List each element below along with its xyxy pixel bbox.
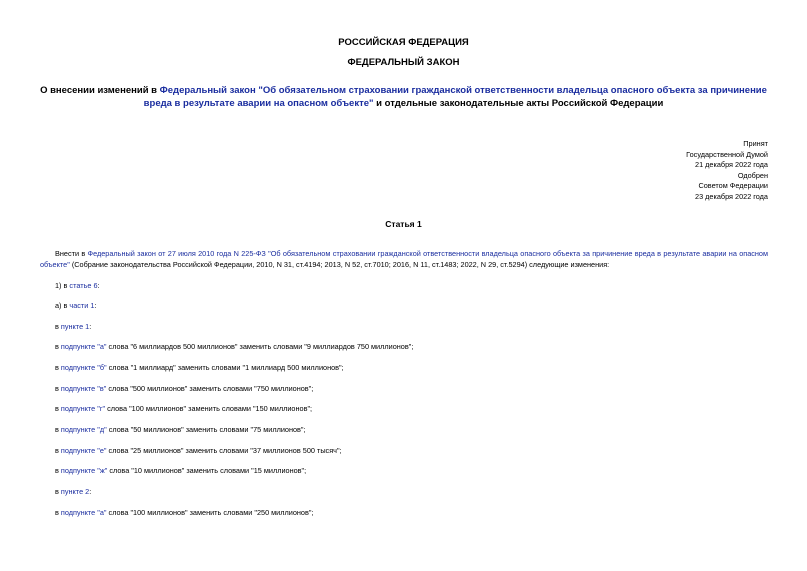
item-text: :: [94, 301, 97, 310]
item-text: в: [55, 322, 61, 331]
intro-law-link[interactable]: Федеральный закон от 27 июля 2010 года N 225-ФЗ "Об обязательном страховании гражданской ответственности владельца опасного объекта за причинение вреда в результате аварии на опасном объекте": [40, 249, 769, 269]
item-text: в: [55, 363, 61, 372]
law-title-suffix: и отдельные законодательные акты Российской Федерации: [373, 97, 664, 109]
adoption-block: [568, 139, 768, 203]
list-item: [55, 487, 91, 496]
item-text: слова "10 миллионов" заменить словами "15 миллионов";: [107, 466, 307, 475]
item-link[interactable]: подпункте "в": [60, 384, 107, 393]
item-text: :: [89, 322, 92, 331]
adoption-line: Советом Федерации: [698, 181, 768, 191]
item-text: в: [55, 487, 61, 496]
adoption-line: Принят: [743, 139, 768, 148]
list-item: [55, 363, 344, 372]
law-title-prefix: О внесении изменений в: [40, 85, 160, 96]
item-text: в: [55, 425, 61, 434]
item-link[interactable]: подпункте "а": [60, 508, 107, 517]
item-link[interactable]: пункте 1: [60, 322, 90, 331]
item-text: а) в: [55, 301, 70, 310]
list-item: [55, 446, 342, 455]
law-title: [40, 85, 767, 110]
item-text: в: [55, 404, 61, 413]
law-title-link[interactable]: Федеральный закон "Об обязательном страховании гражданской ответственности владельца опасного объекта за причинение вреда в результате аварии на опасном объекте": [143, 85, 767, 109]
doc-type-heading: ФЕДЕРАЛЬНЫЙ ЗАКОН: [347, 57, 460, 68]
item-link[interactable]: части 1: [69, 301, 95, 310]
list-item: [55, 301, 96, 310]
item-link[interactable]: подпункте "б": [60, 363, 107, 372]
item-text: слова "100 миллионов" заменить словами "250 миллионов";: [106, 508, 314, 517]
country-heading: РОССИЙСКАЯ ФЕДЕРАЦИЯ: [338, 37, 469, 48]
list-item: [55, 508, 313, 517]
item-link[interactable]: пункте 2: [60, 487, 90, 496]
list-item: [55, 425, 306, 434]
list-item: [55, 281, 100, 290]
list-item: [55, 404, 312, 413]
item-text: 1) в: [55, 281, 70, 290]
item-link[interactable]: подпункте "д": [60, 425, 107, 434]
item-text: в: [55, 466, 61, 475]
intro-paragraph: [40, 249, 768, 270]
item-text: слова "1 миллиард" заменить словами "1 миллиард 500 миллионов";: [106, 363, 344, 372]
intro-prefix: Внести в: [55, 249, 88, 258]
item-text: в: [55, 508, 61, 517]
item-link[interactable]: подпункте "а": [60, 342, 107, 351]
item-link[interactable]: подпункте "ж": [60, 466, 108, 475]
item-text: слова "50 миллионов" заменить словами "75 миллионов";: [106, 425, 306, 434]
item-text: слова "25 миллионов" заменить словами "37 миллионов 500 тысяч";: [106, 446, 342, 455]
item-text: в: [55, 446, 61, 455]
item-link[interactable]: статье 6: [69, 281, 98, 290]
item-link[interactable]: подпункте "е": [60, 446, 107, 455]
item-link[interactable]: подпункте "г": [60, 404, 106, 413]
item-text: в: [55, 384, 61, 393]
item-text: слова "100 миллионов" заменить словами "150 миллионов";: [105, 404, 313, 413]
item-text: в: [55, 342, 61, 351]
adoption-line: 21 декабря 2022 года: [695, 160, 768, 170]
item-text: слова "6 миллиардов 500 миллионов" заменить словами "9 миллиардов 750 миллионов";: [106, 342, 414, 351]
item-text: слова "500 миллионов" заменить словами "750 миллионов";: [106, 384, 314, 393]
adoption-line: Государственной Думой: [686, 149, 768, 159]
list-item: [55, 466, 306, 475]
adoption-line: 23 декабря 2022 года: [695, 191, 768, 201]
item-text: :: [89, 487, 92, 496]
intro-suffix: (Собрание законодательства Российской Федерации, 2010, N 31, ст.4194; 2013, N 52, ст.7010; 2016, N 11, ст.1483; 2022, N 29, ст.5294) следующие изменения:: [69, 259, 610, 269]
list-item: [55, 342, 413, 351]
adoption-line: Одобрен: [737, 170, 768, 180]
list-item: [55, 322, 91, 331]
article-heading: Статья 1: [385, 219, 422, 229]
list-item: [55, 384, 313, 393]
item-text: :: [97, 281, 100, 290]
